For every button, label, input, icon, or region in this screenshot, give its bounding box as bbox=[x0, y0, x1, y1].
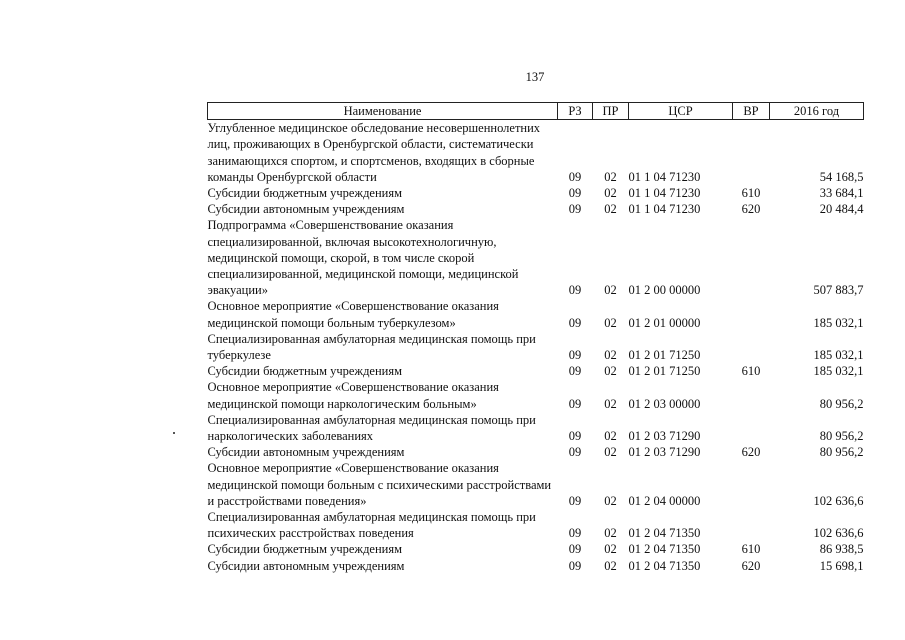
cell-pr: 02 bbox=[604, 429, 617, 444]
cell-vr: 610 bbox=[741, 542, 761, 557]
cell-pr: 02 bbox=[604, 445, 617, 460]
cell-rz: 09 bbox=[568, 429, 582, 444]
header-row bbox=[208, 103, 864, 120]
cell-csr: 01 2 04 71350 bbox=[628, 558, 701, 573]
cell-amount: 33 684,1 bbox=[819, 186, 864, 201]
cell-amount: 80 956,2 bbox=[819, 445, 864, 460]
table-row bbox=[208, 201, 864, 217]
cell-name: Субсидии бюджетным учреждениям bbox=[207, 542, 403, 557]
table-header bbox=[208, 103, 864, 120]
cell-amount: 102 636,6 bbox=[813, 493, 864, 508]
cell-amount: 80 956,2 bbox=[819, 396, 864, 411]
cell-pr: 02 bbox=[604, 169, 617, 184]
budget-table bbox=[207, 102, 864, 574]
cell-amount: 80 956,2 bbox=[819, 429, 864, 444]
cell-amount: 507 883,7 bbox=[813, 283, 864, 298]
cell-rz: 09 bbox=[568, 186, 582, 201]
cell-csr: 01 2 01 71250 bbox=[628, 364, 701, 379]
cell-rz: 09 bbox=[568, 445, 582, 460]
cell-vr bbox=[733, 331, 770, 363]
cell-amount: 185 032,1 bbox=[813, 364, 864, 379]
cell-name: Углубленное медицинское обследование несовершеннолетних лиц, проживающих в Оренбургской области, систематически занимающихся спортом, и спортсменов, входящих в сборные команды Оренбургской области bbox=[207, 121, 541, 184]
cell-vr bbox=[733, 217, 770, 298]
cell-vr: 620 bbox=[741, 445, 761, 460]
cell-name: Основное мероприятие «Совершенствование оказания медицинской помощи больным с психическими расстройствами и расстройствами поведения» bbox=[207, 461, 552, 508]
cell-pr: 02 bbox=[604, 558, 617, 573]
table-row bbox=[208, 444, 864, 460]
cell-vr bbox=[733, 460, 770, 509]
cell-pr: 02 bbox=[604, 315, 617, 330]
cell-amount: 102 636,6 bbox=[813, 526, 864, 541]
table-row bbox=[208, 460, 864, 509]
scan-speck bbox=[173, 432, 175, 434]
cell-name: Специализированная амбулаторная медицинская помощь при психических расстройствах поведения bbox=[207, 510, 536, 541]
cell-csr: 01 2 03 71290 bbox=[628, 429, 701, 444]
header-amount: 2016 год bbox=[770, 103, 864, 120]
cell-csr: 01 1 04 71230 bbox=[628, 169, 701, 184]
cell-amount: 15 698,1 bbox=[819, 558, 864, 573]
cell-amount: 86 938,5 bbox=[819, 542, 864, 557]
table-row bbox=[208, 541, 864, 557]
cell-pr: 02 bbox=[604, 348, 617, 363]
cell-amount: 185 032,1 bbox=[813, 315, 864, 330]
cell-rz: 09 bbox=[568, 315, 582, 330]
cell-pr: 02 bbox=[604, 364, 617, 379]
table-row bbox=[208, 363, 864, 379]
cell-name: Основное мероприятие «Совершенствование оказания медицинской помощи больным туберкулезом» bbox=[207, 299, 499, 330]
cell-amount: 20 484,4 bbox=[819, 202, 864, 217]
cell-vr: 610 bbox=[741, 186, 761, 201]
header-csr: ЦСР bbox=[629, 103, 733, 120]
cell-csr: 01 2 04 00000 bbox=[628, 493, 701, 508]
cell-pr: 02 bbox=[604, 542, 617, 557]
table-row bbox=[208, 120, 864, 185]
table-row bbox=[208, 217, 864, 298]
table-row bbox=[208, 412, 864, 444]
cell-csr: 01 2 03 00000 bbox=[628, 396, 701, 411]
cell-csr: 01 1 04 71230 bbox=[628, 202, 701, 217]
cell-rz: 09 bbox=[568, 202, 582, 217]
header-pr: ПР bbox=[593, 103, 629, 120]
cell-vr: 620 bbox=[741, 558, 761, 573]
table-row bbox=[208, 509, 864, 541]
cell-name: Субсидии автономным учреждениям bbox=[207, 202, 405, 217]
cell-name: Субсидии автономным учреждениям bbox=[207, 445, 405, 460]
table-row bbox=[208, 185, 864, 201]
table-body bbox=[208, 120, 864, 574]
cell-rz: 09 bbox=[568, 396, 582, 411]
table-row bbox=[208, 558, 864, 574]
cell-vr bbox=[733, 120, 770, 185]
cell-vr bbox=[733, 412, 770, 444]
table-row bbox=[208, 331, 864, 363]
cell-csr: 01 2 00 00000 bbox=[628, 283, 701, 298]
cell-csr: 01 2 03 71290 bbox=[628, 445, 701, 460]
cell-csr: 01 1 04 71230 bbox=[628, 186, 701, 201]
cell-amount: 185 032,1 bbox=[813, 348, 864, 363]
cell-vr bbox=[733, 509, 770, 541]
cell-csr: 01 2 04 71350 bbox=[628, 526, 701, 541]
cell-vr: 620 bbox=[741, 202, 761, 217]
cell-pr: 02 bbox=[604, 186, 617, 201]
page-number: 137 bbox=[525, 70, 545, 84]
cell-rz: 09 bbox=[568, 526, 582, 541]
cell-name: Подпрограмма «Совершенствование оказания специализированной, включая высокотехнологичную, медицинской помощи, скорой, в том числе скорой специализированной, медицинской помощи, медицинской эвакуации» bbox=[207, 218, 519, 298]
cell-rz: 09 bbox=[568, 348, 582, 363]
cell-pr: 02 bbox=[604, 396, 617, 411]
cell-rz: 09 bbox=[568, 542, 582, 557]
header-name: Наименование bbox=[208, 103, 558, 120]
cell-rz: 09 bbox=[568, 364, 582, 379]
cell-rz: 09 bbox=[568, 283, 582, 298]
cell-amount: 54 168,5 bbox=[819, 169, 864, 184]
cell-pr: 02 bbox=[604, 283, 617, 298]
cell-name: Субсидии бюджетным учреждениям bbox=[207, 186, 403, 201]
cell-rz: 09 bbox=[568, 169, 582, 184]
cell-rz: 09 bbox=[568, 558, 582, 573]
cell-name: Специализированная амбулаторная медицинская помощь при наркологических заболеваниях bbox=[207, 412, 536, 444]
table-row bbox=[208, 379, 864, 411]
cell-vr: 610 bbox=[741, 364, 761, 379]
cell-pr: 02 bbox=[604, 202, 617, 217]
header-rz: РЗ bbox=[558, 103, 593, 120]
cell-vr bbox=[733, 298, 770, 330]
cell-name: Субсидии бюджетным учреждениям bbox=[207, 364, 403, 379]
cell-name: Специализированная амбулаторная медицинская помощь при туберкулезе bbox=[207, 331, 536, 363]
header-vr: ВР bbox=[733, 103, 770, 120]
cell-pr: 02 bbox=[604, 493, 617, 508]
cell-csr: 01 2 04 71350 bbox=[628, 542, 701, 557]
cell-name: Основное мероприятие «Совершенствование оказания медицинской помощи наркологическим больным» bbox=[207, 380, 499, 411]
cell-rz: 09 bbox=[568, 493, 582, 508]
cell-pr: 02 bbox=[604, 526, 617, 541]
cell-name: Субсидии автономным учреждениям bbox=[207, 558, 405, 573]
cell-csr: 01 2 01 00000 bbox=[628, 315, 701, 330]
cell-vr bbox=[733, 379, 770, 411]
cell-csr: 01 2 01 71250 bbox=[628, 348, 701, 363]
table-row bbox=[208, 298, 864, 330]
